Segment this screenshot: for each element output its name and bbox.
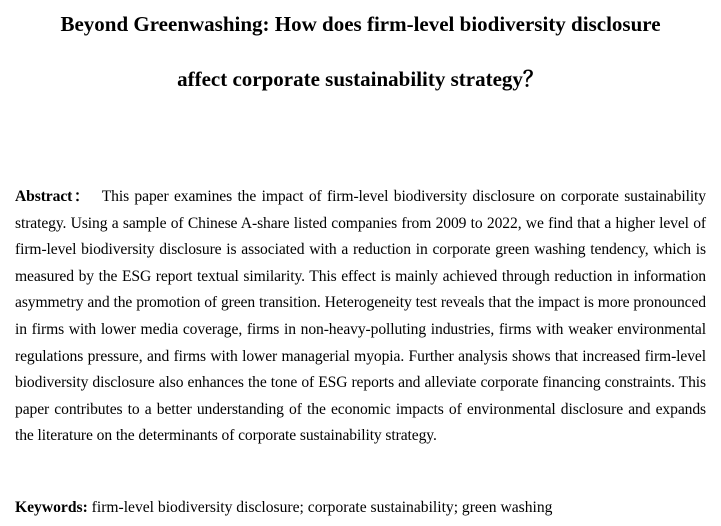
keywords-line <box>15 495 706 521</box>
abstract-label: Abstract： <box>15 188 91 205</box>
keywords-text: firm-level biodiversity disclosure; corporate sustainability; green washing <box>91 499 553 516</box>
abstract-paragraph <box>15 184 706 450</box>
abstract-text: This paper examines the impact of firm-level biodiversity disclosure on corporate sustainability strategy. Using a sample of Chinese A-share listed companies from 2009 to 2022, we find that a higher level of firm-level biodiversity disclosure is associated with a reduction in corporate green washing tendency, which is measured by the ESG report textual similarity. This effect is mainly achieved through reduction in information asymmetry and the promotion of green transition. Heterogeneity test reveals that the impact is more pronounced in firms with lower media coverage, firms in non-heavy-polluting industries, firms with weaker environmental regulations pressure, and firms with lower managerial myopia. Further analysis shows that increased firm-level biodiversity disclosure also enhances the tone of ESG reports and alleviate corporate financing constraints. This paper contributes to a better understanding of the economic impacts of environmental disclosure and expands the literature on the determinants of corporate sustainability strategy. <box>15 188 706 445</box>
paper-title-line-2: affect corporate sustainability strategy？ <box>177 67 544 91</box>
keywords-label: Keywords: <box>15 499 88 516</box>
paper-title-line-1: Beyond Greenwashing: How does firm-level biodiversity disclosure <box>60 12 661 36</box>
